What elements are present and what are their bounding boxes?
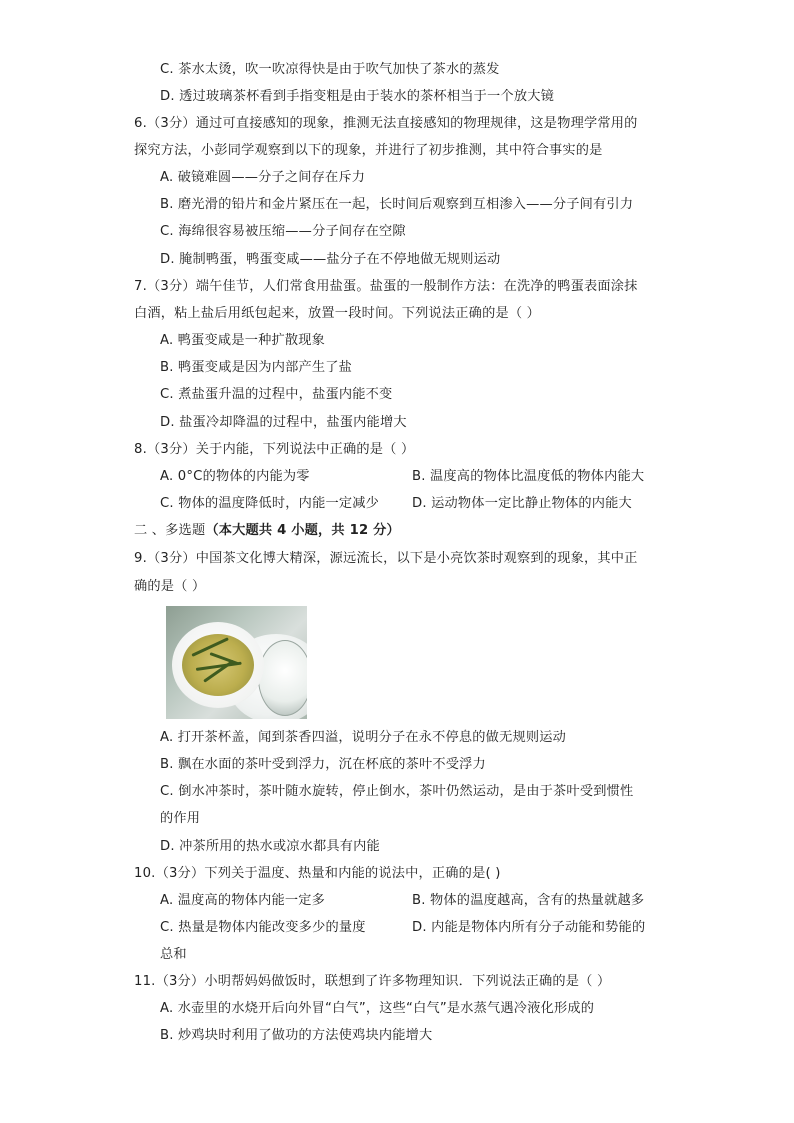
q8-option-d: D. 运动物体一定比静止物体的内能大 bbox=[412, 496, 632, 511]
section-subtitle: （本大题共 4 小题，共 12 分） bbox=[205, 523, 400, 538]
q7-stem-line1: 7.（3分）端午佳节，人们常食用盐蛋。盐蛋的一般制作方法：在洗净的鸭蛋表面涂抹 bbox=[134, 279, 638, 294]
tea-cup-photo bbox=[166, 606, 307, 719]
q6-option-c: C. 海绵很容易被压缩——分子间存在空隙 bbox=[160, 224, 406, 239]
q10-option-d-line1: D. 内能是物体内所有分子动能和势能的 bbox=[412, 920, 646, 935]
q8-option-c: C. 物体的温度降低时，内能一定减少 bbox=[160, 496, 380, 511]
q10-option-a: A. 温度高的物体内能一定多 bbox=[160, 893, 326, 908]
q6-stem-line1: 6.（3分）通过可直接感知的现象，推测无法直接感知的物理规律，这是物理学常用的 bbox=[134, 116, 638, 131]
q8-option-a: A. 0°C的物体的内能为零 bbox=[160, 469, 310, 484]
q7-stem-line2: 白酒，粘上盐后用纸包起来，放置一段时间。下列说法正确的是（ ） bbox=[134, 306, 541, 321]
q9-option-c-line1: C. 倒水冲茶时，茶叶随水旋转，停止倒水，茶叶仍然运动，是由于茶叶受到惯性 bbox=[160, 784, 634, 799]
section-heading-multi-choice bbox=[134, 521, 400, 541]
q11-stem: 11.（3分）小明帮妈妈做饭时，联想到了许多物理知识．下列说法正确的是（ ） bbox=[134, 974, 611, 989]
q11-option-a: A. 水壶里的水烧开后向外冒“白气”，这些“白气”是水蒸气遇冷液化形成的 bbox=[160, 1001, 595, 1016]
q10-option-b: B. 物体的温度越高，含有的热量就越多 bbox=[412, 893, 645, 908]
q7-option-d: D. 盐蛋冷却降温的过程中，盐蛋内能增大 bbox=[160, 415, 407, 430]
q9-option-d: D. 冲茶所用的热水或凉水都具有内能 bbox=[160, 839, 380, 854]
q5-option-d: D. 透过玻璃茶杯看到手指变粗是由于装水的茶杯相当于一个放大镜 bbox=[160, 89, 554, 104]
q7-option-a: A. 鸭蛋变咸是一种扩散现象 bbox=[160, 333, 326, 348]
q10-stem: 10.（3分）下列关于温度、热量和内能的说法中，正确的是( ) bbox=[134, 866, 501, 881]
q9-option-c-line2: 的作用 bbox=[160, 811, 201, 826]
q5-option-c: C. 茶水太烫，吹一吹凉得快是由于吹气加快了茶水的蒸发 bbox=[160, 62, 500, 77]
q10-option-c: C. 热量是物体内能改变多少的量度 bbox=[160, 920, 366, 935]
q9-option-a: A. 打开茶杯盖，闻到茶香四溢，说明分子在永不停息的做无规则运动 bbox=[160, 730, 567, 745]
section-title: 二 、多选题 bbox=[134, 523, 206, 538]
q10-option-d-line2: 总和 bbox=[160, 947, 187, 962]
cup-lid-shape bbox=[258, 640, 307, 716]
q8-stem: 8.（3分）关于内能，下列说法中正确的是（ ） bbox=[134, 442, 415, 457]
q7-option-b: B. 鸭蛋变咸是因为内部产生了盐 bbox=[160, 360, 353, 375]
q6-option-a: A. 破镜难圆——分子之间存在斥力 bbox=[160, 170, 366, 185]
q7-option-c: C. 煮盐蛋升温的过程中，盐蛋内能不变 bbox=[160, 387, 393, 402]
q6-option-b: B. 磨光滑的铅片和金片紧压在一起，长时间后观察到互相渗入——分子间有引力 bbox=[160, 197, 634, 212]
q9-option-b: B. 飘在水面的茶叶受到浮力，沉在杯底的茶叶不受浮力 bbox=[160, 757, 486, 772]
q9-stem-line1: 9.（3分）中国茶文化博大精深，源远流长，以下是小亮饮茶时观察到的现象，其中正 bbox=[134, 551, 638, 566]
q6-stem-line2: 探究方法，小彭同学观察到以下的现象，并进行了初步推测，其中符合事实的是 bbox=[134, 143, 603, 158]
q9-stem-line2: 确的是（ ） bbox=[134, 579, 206, 594]
q11-option-b: B. 炒鸡块时利用了做功的方法使鸡块内能增大 bbox=[160, 1028, 433, 1043]
q8-option-b: B. 温度高的物体比温度低的物体内能大 bbox=[412, 469, 645, 484]
q6-option-d: D. 腌制鸭蛋，鸭蛋变咸——盐分子在不停地做无规则运动 bbox=[160, 252, 501, 267]
